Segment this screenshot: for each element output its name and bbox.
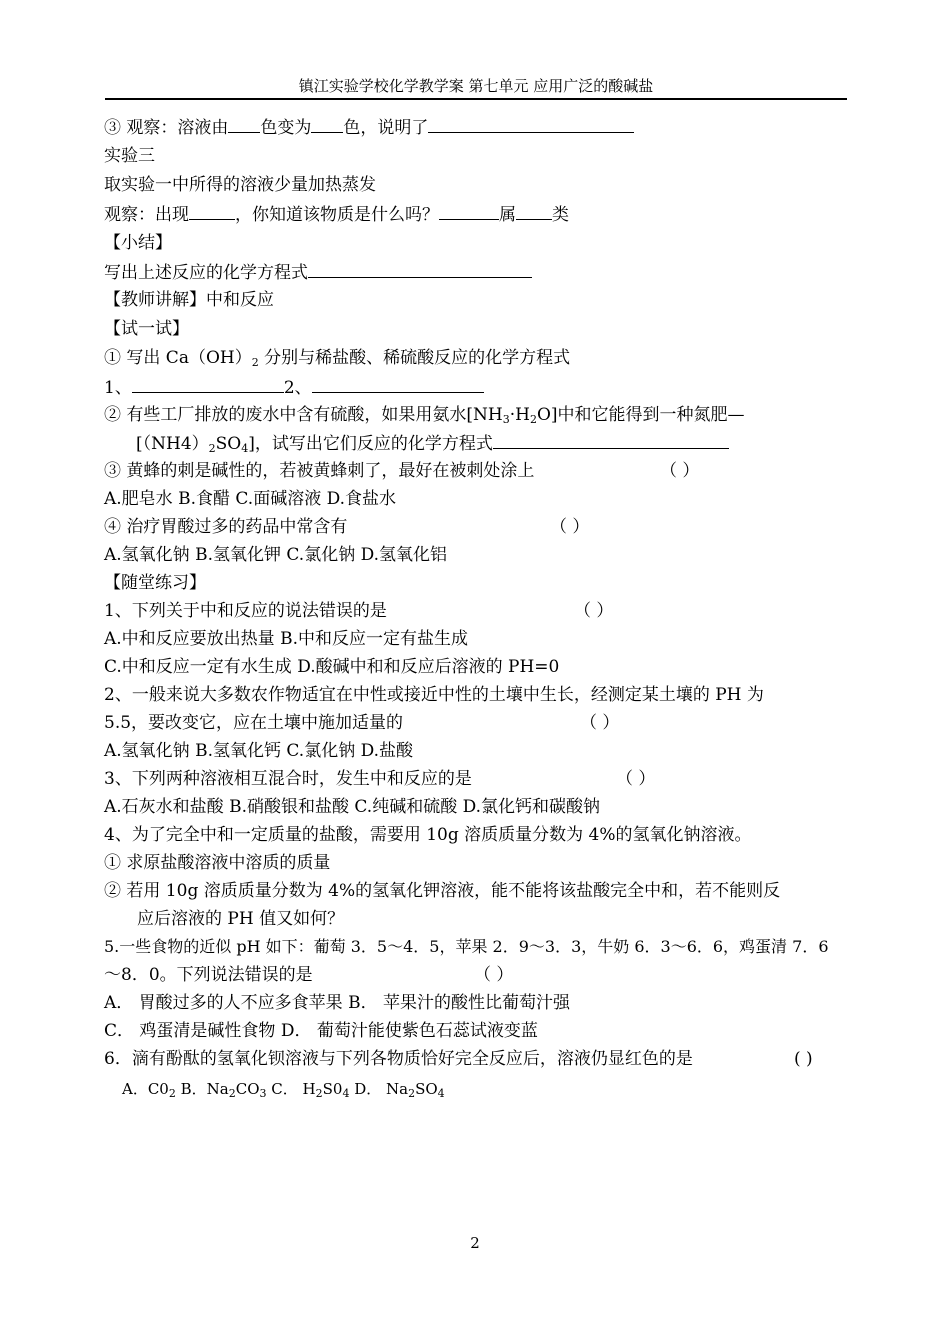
line-answers-1-2: 1、 2、: [104, 376, 484, 399]
header-title: 镇江实验学校化学教学案 第七单元 应用广泛的酸碱盐: [298, 77, 654, 95]
line-practice: 【随堂练习】: [104, 573, 206, 593]
line-p2-options: A.氢氧化钠 B.氢氧化钙 C.氯化钠 D.盐酸: [104, 741, 414, 761]
line-p5-options-cd: C． 鸡蛋清是碱性食物 D． 葡萄汁能使紫色石蕊试液变蓝: [104, 1021, 538, 1041]
line-p5-cont: ～8．0。下列说法错误的是 （ ）: [104, 965, 514, 985]
line-q-caoh2: ① 写出 $Ca(OH)_2$ 分别与稀盐酸、稀硫酸反应的化学方程式: [104, 348, 571, 369]
line-p4-1: ① 求原盐酸溶液中溶质的质量: [104, 853, 331, 873]
line-p4-2-cont: 应后溶液的 PH 值又如何？: [137, 909, 345, 929]
blank: [439, 203, 499, 220]
blank: [428, 116, 634, 133]
line-p1-options-ab: A.中和反应要放出热量 B.中和反应一定有盐生成: [104, 629, 468, 649]
page-header: [105, 76, 847, 100]
blank: [516, 203, 552, 220]
line-q-wasp-options: A.肥皂水 B.食醋 C.面碱溶液 D.食盐水: [104, 489, 397, 509]
line-p5-options-ab: A． 胃酸过多的人不应多食苹果 B． 苹果汁的酸性比葡萄汁强: [104, 993, 570, 1013]
answer-bracket: （ ）: [474, 965, 514, 985]
line-q-stomach: ④ 治疗胃酸过多的药品中常含有 （ ）: [104, 517, 590, 537]
blank: [189, 203, 235, 220]
line-summary: 【小结】: [104, 233, 172, 253]
line-try: 【试一试】: [104, 319, 189, 339]
line-p3-options: A.石灰水和盐酸 B.硝酸银和盐酸 C.纯碱和硫酸 D.氯化钙和碳酸钠: [104, 797, 601, 817]
line-q-ammonia-cont: $[(NH4)_2SO_4]$，试写出它们反应的化学方程式: [136, 432, 729, 455]
blank: [228, 116, 260, 133]
line-p3: 3、下列两种溶液相互混合时，发生中和反应的是 （ ）: [104, 769, 656, 789]
answer-bracket: （ ）: [580, 713, 620, 733]
line-q-ammonia: ② 有些工厂排放的废水中含有硫酸，如果用氨水$[NH_3\cdot H_2O]$中和它能得到一种氮肥—: [104, 405, 745, 426]
line-p5: 5.一些食物的近似 pH 如下：葡萄 3．5～4．5，苹果 2．9～3．3，牛奶 6．3～6．6，鸡蛋清 7．6: [104, 937, 829, 956]
answer-bracket: （ ）: [550, 517, 590, 537]
line-evaporate: 取实验一中所得的溶液少量加热蒸发: [104, 175, 376, 195]
line-p2-cont: 5.5，要改变它，应在土壤中施加适量的 （ ）: [104, 713, 620, 733]
answer-bracket: （ ）: [660, 461, 700, 481]
line-q-stomach-options: A.氢氧化钠 B.氢氧化钾 C.氯化钠 D.氢氧化铝: [104, 545, 448, 565]
line-p1: 1、下列关于中和反应的说法错误的是 （ ）: [104, 601, 614, 621]
line-observe-color: ③ 观察：溶液由 色变为 色，说明了: [104, 116, 634, 139]
blank: [132, 376, 284, 393]
blank: [312, 376, 484, 393]
line-p4: 4、为了完全中和一定质量的盐酸，需要用 10g 溶质质量分数为 4%的氢氧化钠溶液。: [104, 825, 752, 845]
line-experiment-3: 实验三: [104, 146, 155, 166]
line-p6: 6．滴有酚酞的氢氧化钡溶液与下列各物质恰好完全反应后，溶液仍显红色的是 ( ): [104, 1049, 813, 1069]
line-write-equation: 写出上述反应的化学方程式: [104, 261, 532, 284]
page-number: 2: [470, 1234, 480, 1252]
blank: [493, 432, 729, 449]
answer-bracket: ( ): [794, 1049, 813, 1069]
line-p4-2: ② 若用 10g 溶质质量分数为 4%的氢氧化钾溶液，能不能将该盐酸完全中和，若不能则反: [104, 881, 781, 901]
answer-bracket: （ ）: [616, 769, 656, 789]
line-teacher-explain: 【教师讲解】中和反应: [104, 290, 274, 310]
blank: [308, 261, 532, 278]
line-p6-options: A．$C0_2$ B．$Na_2CO_3$ C． $H_2S0_4$ D． $Na_2SO_4$: [122, 1080, 445, 1100]
blank: [311, 116, 343, 133]
line-observe-appear: 观察：出现 ，你知道该物质是什么吗？ 属 类: [104, 205, 569, 225]
line-p1-options-cd: C.中和反应一定有水生成 D.酸碱中和和反应后溶液的 PH=0: [104, 657, 560, 677]
line-q-wasp: ③ 黄蜂的刺是碱性的，若被黄蜂刺了，最好在被刺处涂上 （ ）: [104, 461, 700, 481]
line-p2: 2、一般来说大多数农作物适宜在中性或接近中性的土壤中生长，经测定某土壤的 PH 为: [104, 685, 764, 705]
answer-bracket: （ ）: [574, 601, 614, 621]
